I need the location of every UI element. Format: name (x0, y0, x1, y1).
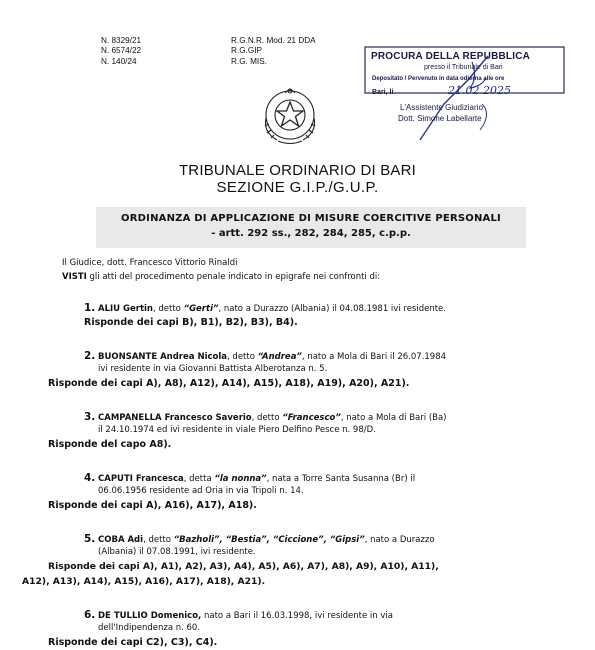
defendant-charges-cont: A12), A13), A14), A15), A16), A17), A18), A21). (22, 576, 266, 587)
defendant-alias: “Andrea” (257, 352, 302, 362)
visti-keyword: VISTI (62, 272, 87, 282)
defendant-details: , nato a Mola di Bari (Ba) (340, 413, 447, 423)
case-numbers (101, 36, 141, 67)
defendant-details: , nato a Durazzo (364, 535, 435, 545)
defendant-details-line2: ivi residente in via Giovanni Battista Alberotanza n. 5. (98, 364, 328, 374)
defendant-charges: Risponde del capo A8). (48, 439, 172, 450)
defendant-details: nato a Bari il 16.03.1998, ivi residente in via (201, 611, 393, 621)
defendant-details-line2: (Albania) il 07.08.1991, ivi residente. (98, 547, 256, 557)
defendant-alias-label: , detto (143, 535, 174, 545)
defendant-charges: Risponde dei capi A), A16), A17), A18). (48, 500, 257, 511)
defendant-charges: Risponde dei capi C2), C3), C4). (48, 637, 218, 648)
defendant-number: 4. (84, 472, 96, 484)
order-title: ORDINANZA DI APPLICAZIONE DI MISURE COERCITIVE PERSONALI (121, 213, 501, 224)
italian-republic-emblem-icon (257, 82, 323, 148)
defendant-alias: “Gerti” (183, 304, 219, 314)
stamp-office: PROCURA DELLA REPUBBLICA (371, 51, 531, 62)
defendant-charges: Risponde dei capi A), A1), A2), A3), A4), A5), A6), A7), A8), A9), A10), A11), (48, 561, 439, 572)
defendant-details: , nata a Torre Santa Susanna (Br) il (266, 474, 416, 484)
stamp-location: presso il Tribunale di Bari (424, 64, 503, 71)
defendant-name: ALIU Gertin (98, 304, 153, 314)
defendant-alias: “Francesco” (282, 413, 341, 423)
visti-line (62, 272, 380, 282)
defendant-entry (84, 350, 446, 362)
defendant-entry (84, 472, 415, 484)
defendant-details-line2: 06.06.1956 residente ad Oria in via Tripoli n. 14. (98, 486, 304, 496)
defendant-number: 5. (84, 533, 96, 545)
defendant-number: 3. (84, 411, 96, 423)
register-code: R.G.GIP (231, 46, 262, 56)
defendant-entry (84, 302, 446, 314)
defendant-entry (84, 609, 393, 621)
case-number: N. 6574/22 (101, 46, 142, 56)
defendant-details-line2: dell'Indipendenza n. 60. (98, 623, 201, 633)
stamp-clerk-name: Dott. Simone Labellarte (398, 114, 482, 123)
defendant-entry (84, 411, 447, 423)
defendant-alias-label: , detto (152, 304, 184, 314)
defendant-number: 6. (84, 609, 96, 621)
defendant-number: 1. (84, 302, 96, 314)
defendant-alias: “la nonna” (214, 474, 267, 484)
register-codes (231, 36, 316, 67)
court-name (0, 162, 595, 179)
defendant-details: , nato a Durazzo (Albania) il 04.08.1981 ivi residente. (218, 304, 446, 314)
stamp-handwritten-date: 21.02.2025 (448, 84, 511, 97)
court-section: SEZIONE G.I.P./G.U.P. (216, 179, 379, 196)
case-number: N. 140/24 (101, 56, 137, 66)
defendant-charges: Risponde dei capi B), B1), B2), B3), B4). (84, 317, 298, 328)
defendant-name: COBA Adi (98, 535, 144, 545)
defendant-alias-label: , detto (251, 413, 283, 423)
defendant-number: 2. (84, 350, 96, 362)
defendant-name: BUONSANTE Andrea Nicola (98, 352, 228, 362)
defendant-alias: “Bazholi”, “Bestia”, “Ciccione”, “Gipsi” (173, 535, 365, 545)
defendant-name: CAMPANELLA Francesco Saverio (98, 413, 252, 423)
defendant-entry (84, 533, 435, 545)
visti-text: gli atti del procedimento penale indicato in epigrafe nei confronti di: (86, 272, 381, 282)
register-code: R.G.N.R. Mod. 21 DDA (231, 36, 316, 45)
stamp-date-label: Bari, li (372, 89, 394, 96)
filing-stamp (362, 44, 567, 142)
defendant-alias-label: , detto (227, 352, 258, 362)
order-articles: - artt. 292 ss., 282, 284, 285, c.p.p. (211, 228, 411, 239)
case-number: N. 8329/21 (101, 36, 142, 45)
defendant-name: CAPUTI Francesca (98, 474, 184, 484)
defendant-charges: Risponde dei capi A), A8), A12), A14), A15), A18), A19), A20), A21). (48, 378, 410, 389)
stamp-clerk-role: L'Assistente Giudiziario (400, 103, 483, 112)
judge-line: Il Giudice, dott. Francesco Vittorio Rinaldi (62, 258, 238, 268)
defendant-details: , nato a Mola di Bari il 26.07.1984 (301, 352, 447, 362)
defendant-details-line2: il 24.10.1974 ed ivi residente in viale Piero Delfino Pesce n. 98/D. (98, 425, 376, 435)
register-code: R.G. MIS. (231, 56, 267, 66)
defendant-alias-label: , detta (183, 474, 215, 484)
stamp-filed-line: Depositato / Pervenuto in data odierna alle ore (372, 76, 505, 82)
order-title-box (96, 207, 526, 248)
defendant-name: DE TULLIO Domenico, (98, 611, 202, 621)
court-name-text: TRIBUNALE ORDINARIO DI BARI (178, 162, 417, 179)
